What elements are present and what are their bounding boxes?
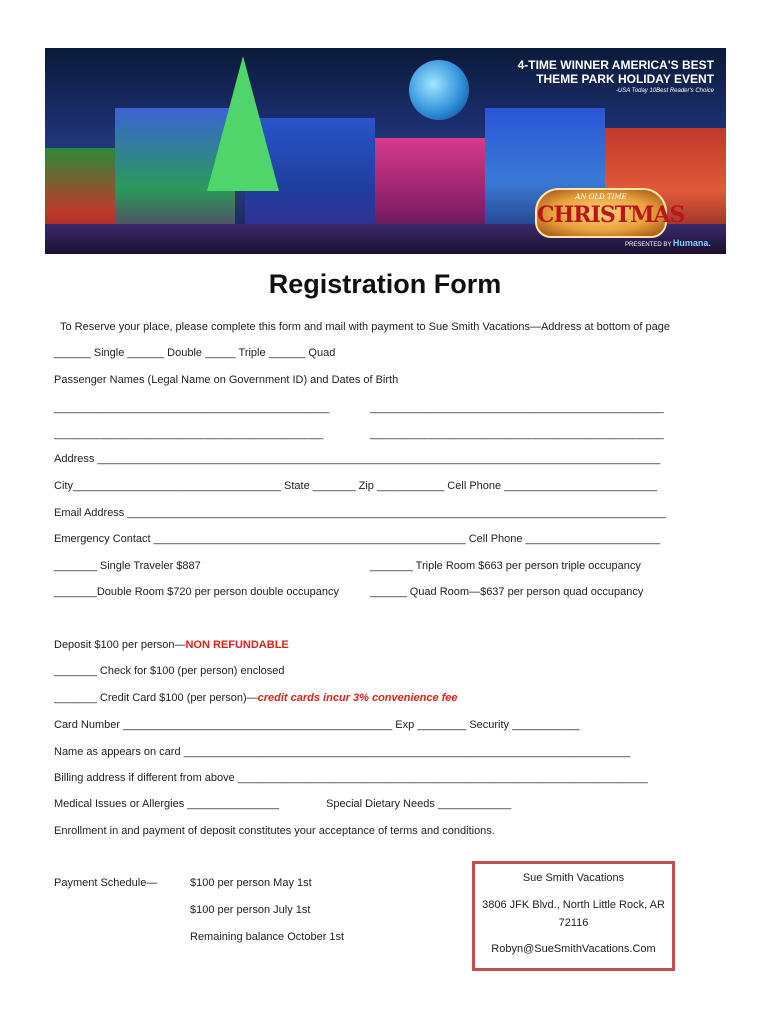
credit-card-option[interactable] bbox=[54, 692, 458, 704]
double-room-option[interactable]: _______Double Room $720 per person double occupancy bbox=[54, 586, 339, 598]
zip-code: 72116 bbox=[558, 917, 589, 929]
payment-schedule-item: $100 per person July 1st bbox=[190, 904, 311, 916]
award-tagline bbox=[518, 58, 714, 96]
passenger-line[interactable]: ____________________________________________ bbox=[54, 428, 324, 440]
room-choice-line[interactable]: ______ Single ______ Double _____ Triple ______ Quad bbox=[54, 347, 336, 359]
mailing-address-box bbox=[472, 861, 675, 971]
presented-by-text: PRESENTED BY bbox=[625, 242, 672, 248]
credit-card-label: _______ Credit Card $100 (per person)— bbox=[54, 692, 258, 704]
quad-room-option[interactable]: ______ Quad Room—$637 per person quad occupancy bbox=[370, 586, 644, 598]
dietary-needs-field[interactable]: Special Dietary Needs ____________ bbox=[326, 798, 512, 810]
payment-schedule-label: Payment Schedule— bbox=[54, 877, 158, 889]
old-time-christmas-logo bbox=[535, 188, 685, 238]
city-state-zip-phone-field[interactable]: City__________________________________ State _______ Zip ___________ Cell Phone _________________________ bbox=[54, 480, 658, 492]
logo-subtitle: AN OLD TIME bbox=[575, 193, 627, 201]
sponsor-credit bbox=[625, 238, 711, 248]
christmas-tree-lights bbox=[207, 56, 279, 191]
tagline-line-1: 4-TIME WINNER AMERICA'S BEST bbox=[517, 58, 714, 72]
form-title: Registration Form bbox=[268, 269, 502, 299]
company-name: Sue Smith Vacations bbox=[522, 872, 625, 884]
passenger-line[interactable]: _____________________________________________ bbox=[54, 402, 330, 414]
passenger-line[interactable]: ________________________________________________ bbox=[370, 428, 664, 440]
medical-issues-field[interactable]: Medical Issues or Allergies _______________ bbox=[54, 798, 280, 810]
payment-schedule-item: $100 per person May 1st bbox=[190, 877, 312, 889]
check-option[interactable]: _______ Check for $100 (per person) enclosed bbox=[54, 665, 285, 677]
tagline-line-2: THEME PARK HOLIDAY EVENT bbox=[536, 72, 714, 86]
deposit-label: Deposit $100 per person— bbox=[54, 639, 186, 651]
passenger-header: Passenger Names (Legal Name on Government ID) and Dates of Birth bbox=[54, 374, 399, 386]
deposit-line bbox=[54, 639, 289, 651]
light-globe bbox=[409, 60, 469, 120]
intro-text: To Reserve your place, please complete this form and mail with payment to Sue Smith Vacations—Address at bottom of page bbox=[60, 321, 670, 333]
non-refundable-warning: NON REFUNDABLE bbox=[185, 639, 289, 651]
card-number-field[interactable]: Card Number ____________________________________________ Exp ________ Security ___________ bbox=[54, 719, 580, 731]
event-banner-image bbox=[45, 48, 726, 254]
triple-room-option[interactable]: _______ Triple Room $663 per person triple occupancy bbox=[370, 560, 641, 572]
street-address: 3806 JFK Blvd., North Little Rock, AR bbox=[482, 899, 665, 911]
enrollment-terms-text: Enrollment in and payment of deposit constitutes your acceptance of terms and conditions. bbox=[54, 825, 495, 837]
convenience-fee-warning: credit cards incur 3% convenience fee bbox=[257, 692, 458, 704]
single-traveler-option[interactable]: _______ Single Traveler $887 bbox=[54, 560, 201, 572]
logo-title: CHRISTMAS bbox=[537, 202, 685, 228]
name-on-card-field[interactable]: Name as appears on card _________________________________________________________________________ bbox=[54, 746, 631, 758]
payment-schedule-item: Remaining balance October 1st bbox=[190, 931, 345, 943]
address-field[interactable]: Address ____________________________________________________________________________________________ bbox=[54, 453, 661, 465]
billing-address-field[interactable]: Billing address if different from above ___________________________________________________________________ bbox=[54, 772, 648, 784]
tagline-source: -USA Today 10Best Reader's Choice bbox=[615, 88, 714, 94]
contact-email: Robyn@SueSmithVacations.Com bbox=[491, 943, 656, 955]
emergency-contact-field[interactable]: Emergency Contact ___________________________________________________ Cell Phone ______________________ bbox=[54, 533, 661, 545]
passenger-line[interactable]: ________________________________________________ bbox=[370, 402, 664, 414]
email-field[interactable]: Email Address ________________________________________________________________________________________ bbox=[54, 507, 666, 519]
sponsor-logo-text: Humana. bbox=[672, 238, 711, 248]
